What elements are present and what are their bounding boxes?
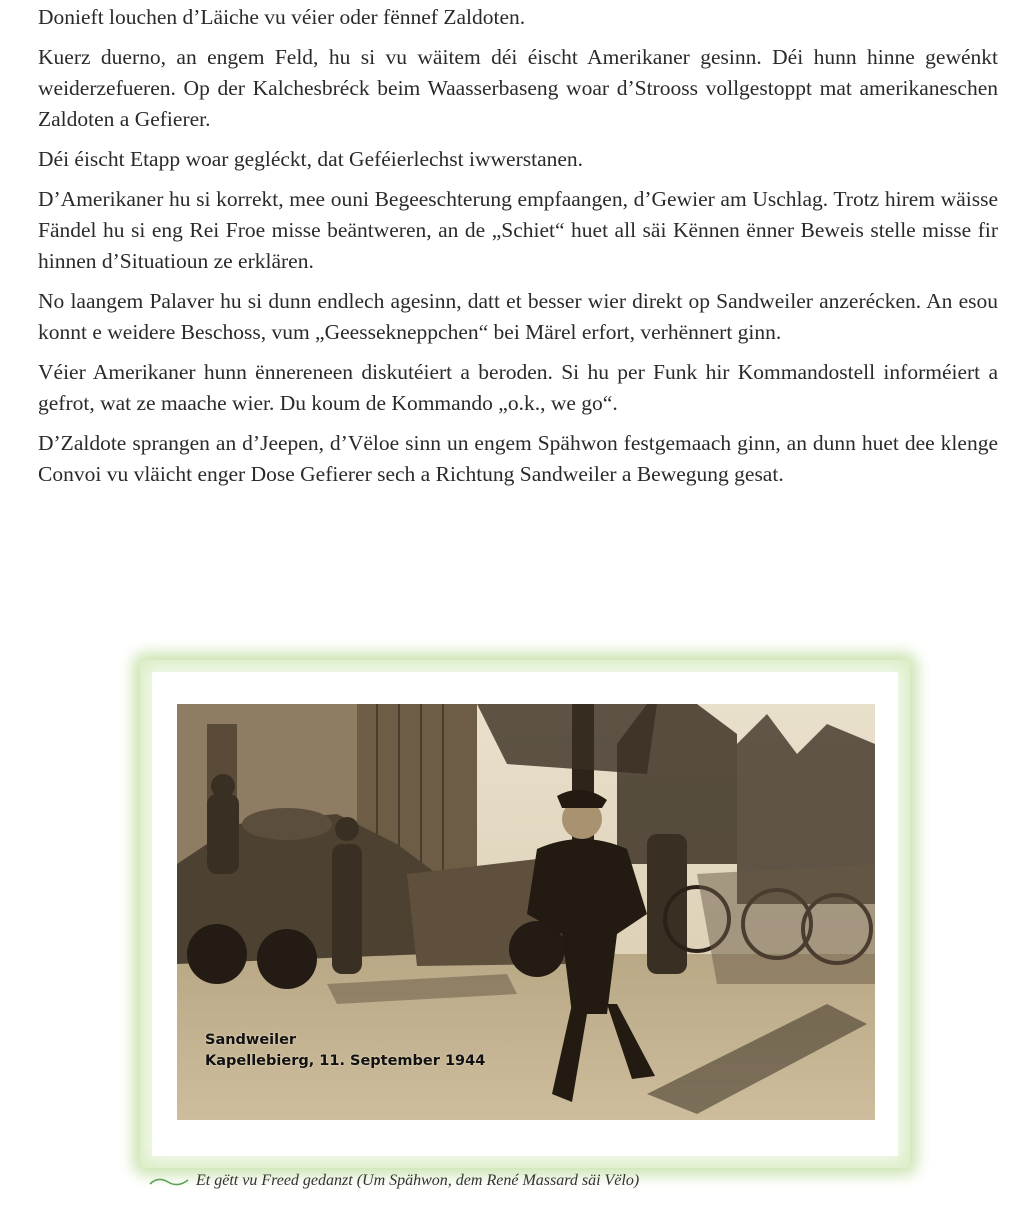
paragraph-4: D’Amerikaner hu si korrekt, mee ouni Begeeschterung empfaangen, d’Gewier am Uschlag. Trotz hirem wäisse Fändel hu si eng Rei Froe misse beäntweren, an de „Schiet“ huet all säi Kënnen ënner Beweis stelle misse fir hinnen d’Situatioun ze erklären. xyxy=(38,187,998,273)
paragraph-1: Donieft louchen d’Läiche vu véier oder fënnef Zaldoten. xyxy=(38,5,526,29)
photo-caption-date: Kapellebierg, 11. September 1944 xyxy=(205,1053,486,1069)
paragraph-5: No laangem Palaver hu si dunn endlech agesinn, datt et besser wier direkt op Sandweiler anzerécken. An esou konnt e weidere Beschoss, vum „Geessekneppchen“ bei Märel erfort, verhënnert ginn. xyxy=(38,289,998,344)
photo-caption xyxy=(205,1030,485,1072)
figure-caption-row xyxy=(148,1168,848,1194)
paragraph-2: Kuerz duerno, an engem Feld, hu si vu wäitem déi éischt Amerikaner gesinn. Déi hunn hinne gewénkt weiderzefueren. Op der Kalchesbréck beim Waasserbaseng woar d’Strooss vollgestoppt mat amerikaneschen Zaldoten a Gefierer. xyxy=(38,45,998,131)
paragraph-3: Déi éischt Etapp woar gegléckt, dat Geféierlechst iwwerstanen. xyxy=(38,147,584,171)
historical-photo xyxy=(177,704,875,1120)
swirl-ornament-icon xyxy=(148,1172,192,1190)
paragraph-7: D’Zaldote sprangen an d’Jeepen, d’Vëloe sinn un engem Spähwon festgemaach ginn, an dunn huet dee klenge Convoi vu vläicht enger Dose Gefierer sech a Richtung Sandweiler a Bewegung gesat. xyxy=(38,431,998,486)
article-text xyxy=(38,0,998,499)
figure-caption: Et gëtt vu Freed gedanzt (Um Spähwon, dem René Massard säi Vëlo) xyxy=(196,1172,640,1189)
photo-caption-place: Sandweiler xyxy=(205,1032,297,1048)
paragraph-6: Véier Amerikaner hunn ënnereneen diskutéiert a beroden. Si hu per Funk hir Kommandostell informéiert a gefrot, wat ze maache wier. Du koum de Kommando „o.k., we go“. xyxy=(38,360,998,415)
